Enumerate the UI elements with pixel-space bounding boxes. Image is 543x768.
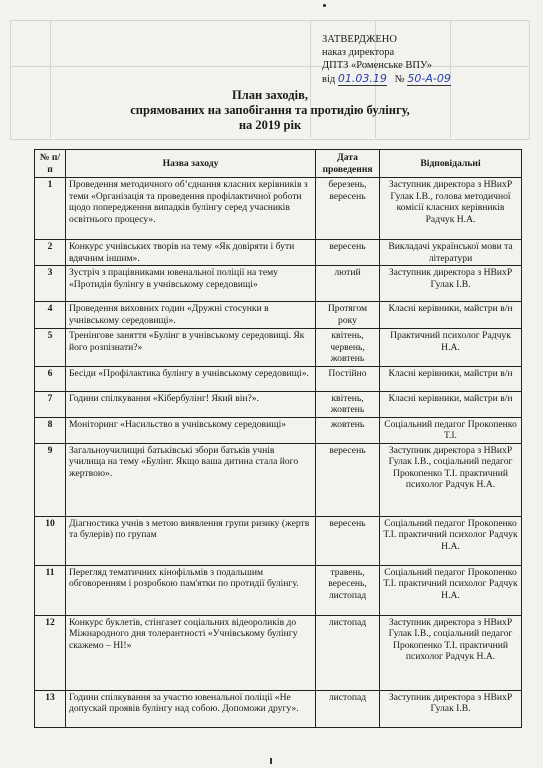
table-row <box>35 240 522 266</box>
row-event-name: Загальноучилищні батьківські збори батьків учнів училища на тему «Булінг. Якщо ваша дитина стала його жертвою». <box>66 443 316 516</box>
row-responsible: Заступник директора з НВихР Гулак І.В., голова методичної комісії класних керівників Радчук Н.А. <box>380 178 522 240</box>
row-number: 5 <box>35 329 66 367</box>
header-resp: Відповідальні <box>380 150 522 178</box>
table-row <box>35 391 522 417</box>
approval-date-line <box>322 72 532 86</box>
row-event-name: Перегляд тематичних кінофільмів з подальшим обговоренням і розробкою пам'ятки по протидії булінгу. <box>66 565 316 615</box>
row-responsible: Викладачі української мови та літератури <box>380 240 522 266</box>
row-date: Протягом року <box>316 302 380 329</box>
table-row <box>35 417 522 443</box>
table-row <box>35 443 522 516</box>
approval-institution: ДПТЗ «Роменське ВПУ» <box>322 60 433 71</box>
row-date: листопад <box>316 615 380 690</box>
row-number: 3 <box>35 266 66 302</box>
table-row <box>35 366 522 391</box>
row-number: 12 <box>35 615 66 690</box>
row-event-name: Моніторинг «Насильство в учнівському середовищі» <box>66 417 316 443</box>
approval-date: 01.03.19 <box>337 72 387 85</box>
table-row <box>35 565 522 615</box>
row-responsible: Класні керівники, майстри в/н <box>380 366 522 391</box>
row-responsible: Заступник директора з НВихР Гулак І.В., соціальний педагог Прокопенко Т.І. практичний психолог Радчук Н.А. <box>380 615 522 690</box>
row-date: травень, вересень, листопад <box>316 565 380 615</box>
row-number: 11 <box>35 565 66 615</box>
approval-stamp <box>322 33 532 86</box>
row-event-name: Години спілкування «Кібербулінг! Який він?». <box>66 391 316 417</box>
row-event-name: Проведення виховних годин «Дружні стосунки в учнівському середовищі». <box>66 302 316 329</box>
table-row <box>35 178 522 240</box>
row-event-name: Проведення методичного об’єднання класних керівників з теми «Організація та проведення профілактичної роботи щодо попередження випадків булінгу серед учасників освітнього процесу». <box>66 178 316 240</box>
row-responsible: Соціальний педагог Прокопенко Т.І. практичний психолог Радчук Н.А. <box>380 565 522 615</box>
row-event-name: Зустріч з працівниками ювенальної поліції на тему «Протидія булінгу в учнівському середовищі» <box>66 266 316 302</box>
events-table <box>34 149 522 728</box>
table-row <box>35 516 522 565</box>
title-line-2: спрямованих на запобігання та протидію булінгу, <box>130 103 410 117</box>
row-responsible: Соціальний педагог Прокопенко Т.І. практичний психолог Радчук Н.А. <box>380 516 522 565</box>
row-number: 6 <box>35 366 66 391</box>
title-line-3: на 2019 рік <box>238 118 302 132</box>
approval-order: наказ директора <box>322 47 395 58</box>
table-header-row <box>35 150 522 178</box>
table-row <box>35 266 522 302</box>
number-prefix: № <box>394 74 405 85</box>
row-number: 2 <box>35 240 66 266</box>
row-number: 1 <box>35 178 66 240</box>
row-number: 8 <box>35 417 66 443</box>
row-event-name: Години спілкування за участю ювенальної поліції «Не допускай проявів булінгу над собою. Допоможи другу». <box>66 690 316 727</box>
row-event-name: Діагностика учнів з метою виявлення групи ризику (жертв та булерів) по групам <box>66 516 316 565</box>
header-name: Назва заходу <box>66 150 316 178</box>
row-responsible: Класні керівники, майстри в/н <box>380 302 522 329</box>
row-date: листопад <box>316 690 380 727</box>
row-number: 7 <box>35 391 66 417</box>
row-date: вересень <box>316 516 380 565</box>
row-date: лютий <box>316 266 380 302</box>
row-date: квітень, жовтень <box>316 391 380 417</box>
date-prefix: від <box>322 74 336 85</box>
row-number: 4 <box>35 302 66 329</box>
row-date: вересень <box>316 443 380 516</box>
row-responsible: Класні керівники, майстри в/н <box>380 391 522 417</box>
row-responsible: Соціальний педагог Прокопенко Т.І. <box>380 417 522 443</box>
header-date: Дата проведення <box>316 150 380 178</box>
document-title <box>90 88 450 133</box>
scan-mark <box>270 758 272 764</box>
row-number: 10 <box>35 516 66 565</box>
row-date: вересень <box>316 240 380 266</box>
row-date: березень, вересень <box>316 178 380 240</box>
header-num: № п/п <box>35 150 66 178</box>
scan-speck <box>323 4 326 7</box>
row-date: жовтень <box>316 417 380 443</box>
table-row <box>35 615 522 690</box>
row-responsible: Практичний психолог Радчук Н.А. <box>380 329 522 367</box>
row-responsible: Заступник директора з НВихР Гулак І.В., соціальний педагог Прокопенко Т.І. практичний психолог Радчук Н.А. <box>380 443 522 516</box>
row-number: 9 <box>35 443 66 516</box>
row-date: Постійно <box>316 366 380 391</box>
row-event-name: Конкурс учнівських творів на тему «Як довіряти і бути вдячним іншим». <box>66 240 316 266</box>
approval-title: ЗАТВЕРДЖЕНО <box>322 34 397 45</box>
row-responsible: Заступник директора з НВихР Гулак І.В. <box>380 266 522 302</box>
table-row <box>35 690 522 727</box>
table-row <box>35 329 522 367</box>
row-event-name: Тренінгове заняття «Булінг в учнівському середовищі. Як його розпізнати?» <box>66 329 316 367</box>
row-date: квітень, червень, жовтень <box>316 329 380 367</box>
row-event-name: Бесіди «Профілактика булінгу в учнівському середовищі». <box>66 366 316 391</box>
approval-number: 50-А-09 <box>407 72 451 85</box>
row-responsible: Заступник директора з НВихР Гулак І.В. <box>380 690 522 727</box>
table-row <box>35 302 522 329</box>
row-event-name: Конкурс буклетів, стінгазет соціальних відеороликів до Міжнародного дня толерантності «Учнівському булінгу скажемо – НІ!» <box>66 615 316 690</box>
row-number: 13 <box>35 690 66 727</box>
title-line-1: План заходів, <box>232 88 308 102</box>
